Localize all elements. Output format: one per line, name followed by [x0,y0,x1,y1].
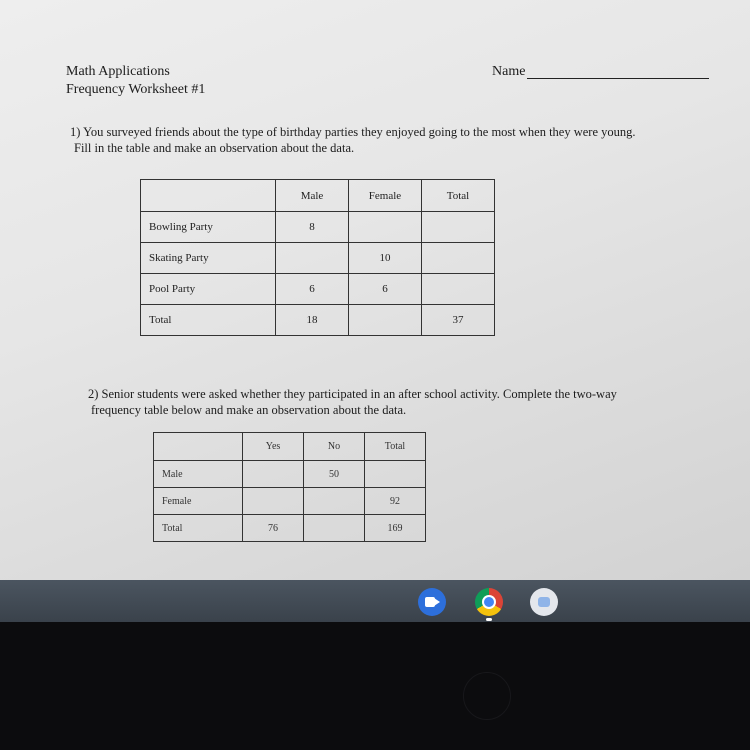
table-row [154,461,426,488]
table-cell [365,461,426,488]
table-cell: 76 [243,515,304,542]
header-yes: Yes [243,433,304,461]
header-no: No [304,433,365,461]
camera-lens-icon [434,598,440,606]
docs-app-icon[interactable] [530,588,558,616]
table-row [141,305,495,336]
table-row [141,212,495,243]
table-cell [349,305,422,336]
video-meeting-icon[interactable] [418,588,446,616]
table-row [154,488,426,515]
table-header-row [154,433,426,461]
table-cell: 6 [349,274,422,305]
table-cell: 8 [276,212,349,243]
header-male: Male [276,180,349,212]
table-cell: 92 [365,488,426,515]
docs-glyph-icon [538,597,550,607]
worksheet-title: Frequency Worksheet #1 [66,82,206,97]
birthday-party-table [140,179,495,336]
table-row [141,274,495,305]
question-1-line-2: Fill in the table and make an observation about the data. [74,141,355,155]
question-2-line-1: 2) Senior students were asked whether they participated in an after school activity. Complete the two-way [88,387,617,401]
active-app-indicator [486,618,492,621]
table-cell [304,515,365,542]
table-cell [422,212,495,243]
table-row [154,515,426,542]
table-cell: 10 [349,243,422,274]
table-cell: 37 [422,305,495,336]
table-cell [276,243,349,274]
table-cell [243,461,304,488]
row-label: Total [154,515,243,542]
course-title: Math Applications [66,64,170,79]
table-header-row [141,180,495,212]
header-corner-cell [154,433,243,461]
row-label: Pool Party [141,274,276,305]
row-label: Bowling Party [141,212,276,243]
name-label: Name [492,64,526,79]
after-school-activity-table [153,432,426,542]
table-cell [422,274,495,305]
taskbar [0,580,750,622]
header-corner-cell [141,180,276,212]
table-cell [304,488,365,515]
question-2-line-2: frequency table below and make an observation about the data. [91,403,407,417]
question-1-line-1: 1) You surveyed friends about the type of birthday parties they enjoyed going to the most when they were young. [70,125,636,139]
table-cell [422,243,495,274]
table-cell: 50 [304,461,365,488]
table-cell: 169 [365,515,426,542]
row-label: Skating Party [141,243,276,274]
table-row [141,243,495,274]
table-cell [349,212,422,243]
row-label: Female [154,488,243,515]
table-cell [243,488,304,515]
chrome-icon[interactable] [475,588,503,616]
header-total: Total [365,433,426,461]
header-total: Total [422,180,495,212]
table-cell: 18 [276,305,349,336]
row-label: Total [141,305,276,336]
chrome-core-icon [484,597,494,607]
row-label: Male [154,461,243,488]
table-cell: 6 [276,274,349,305]
header-female: Female [349,180,422,212]
name-blank-line [527,78,709,79]
laptop-logo [463,672,511,720]
